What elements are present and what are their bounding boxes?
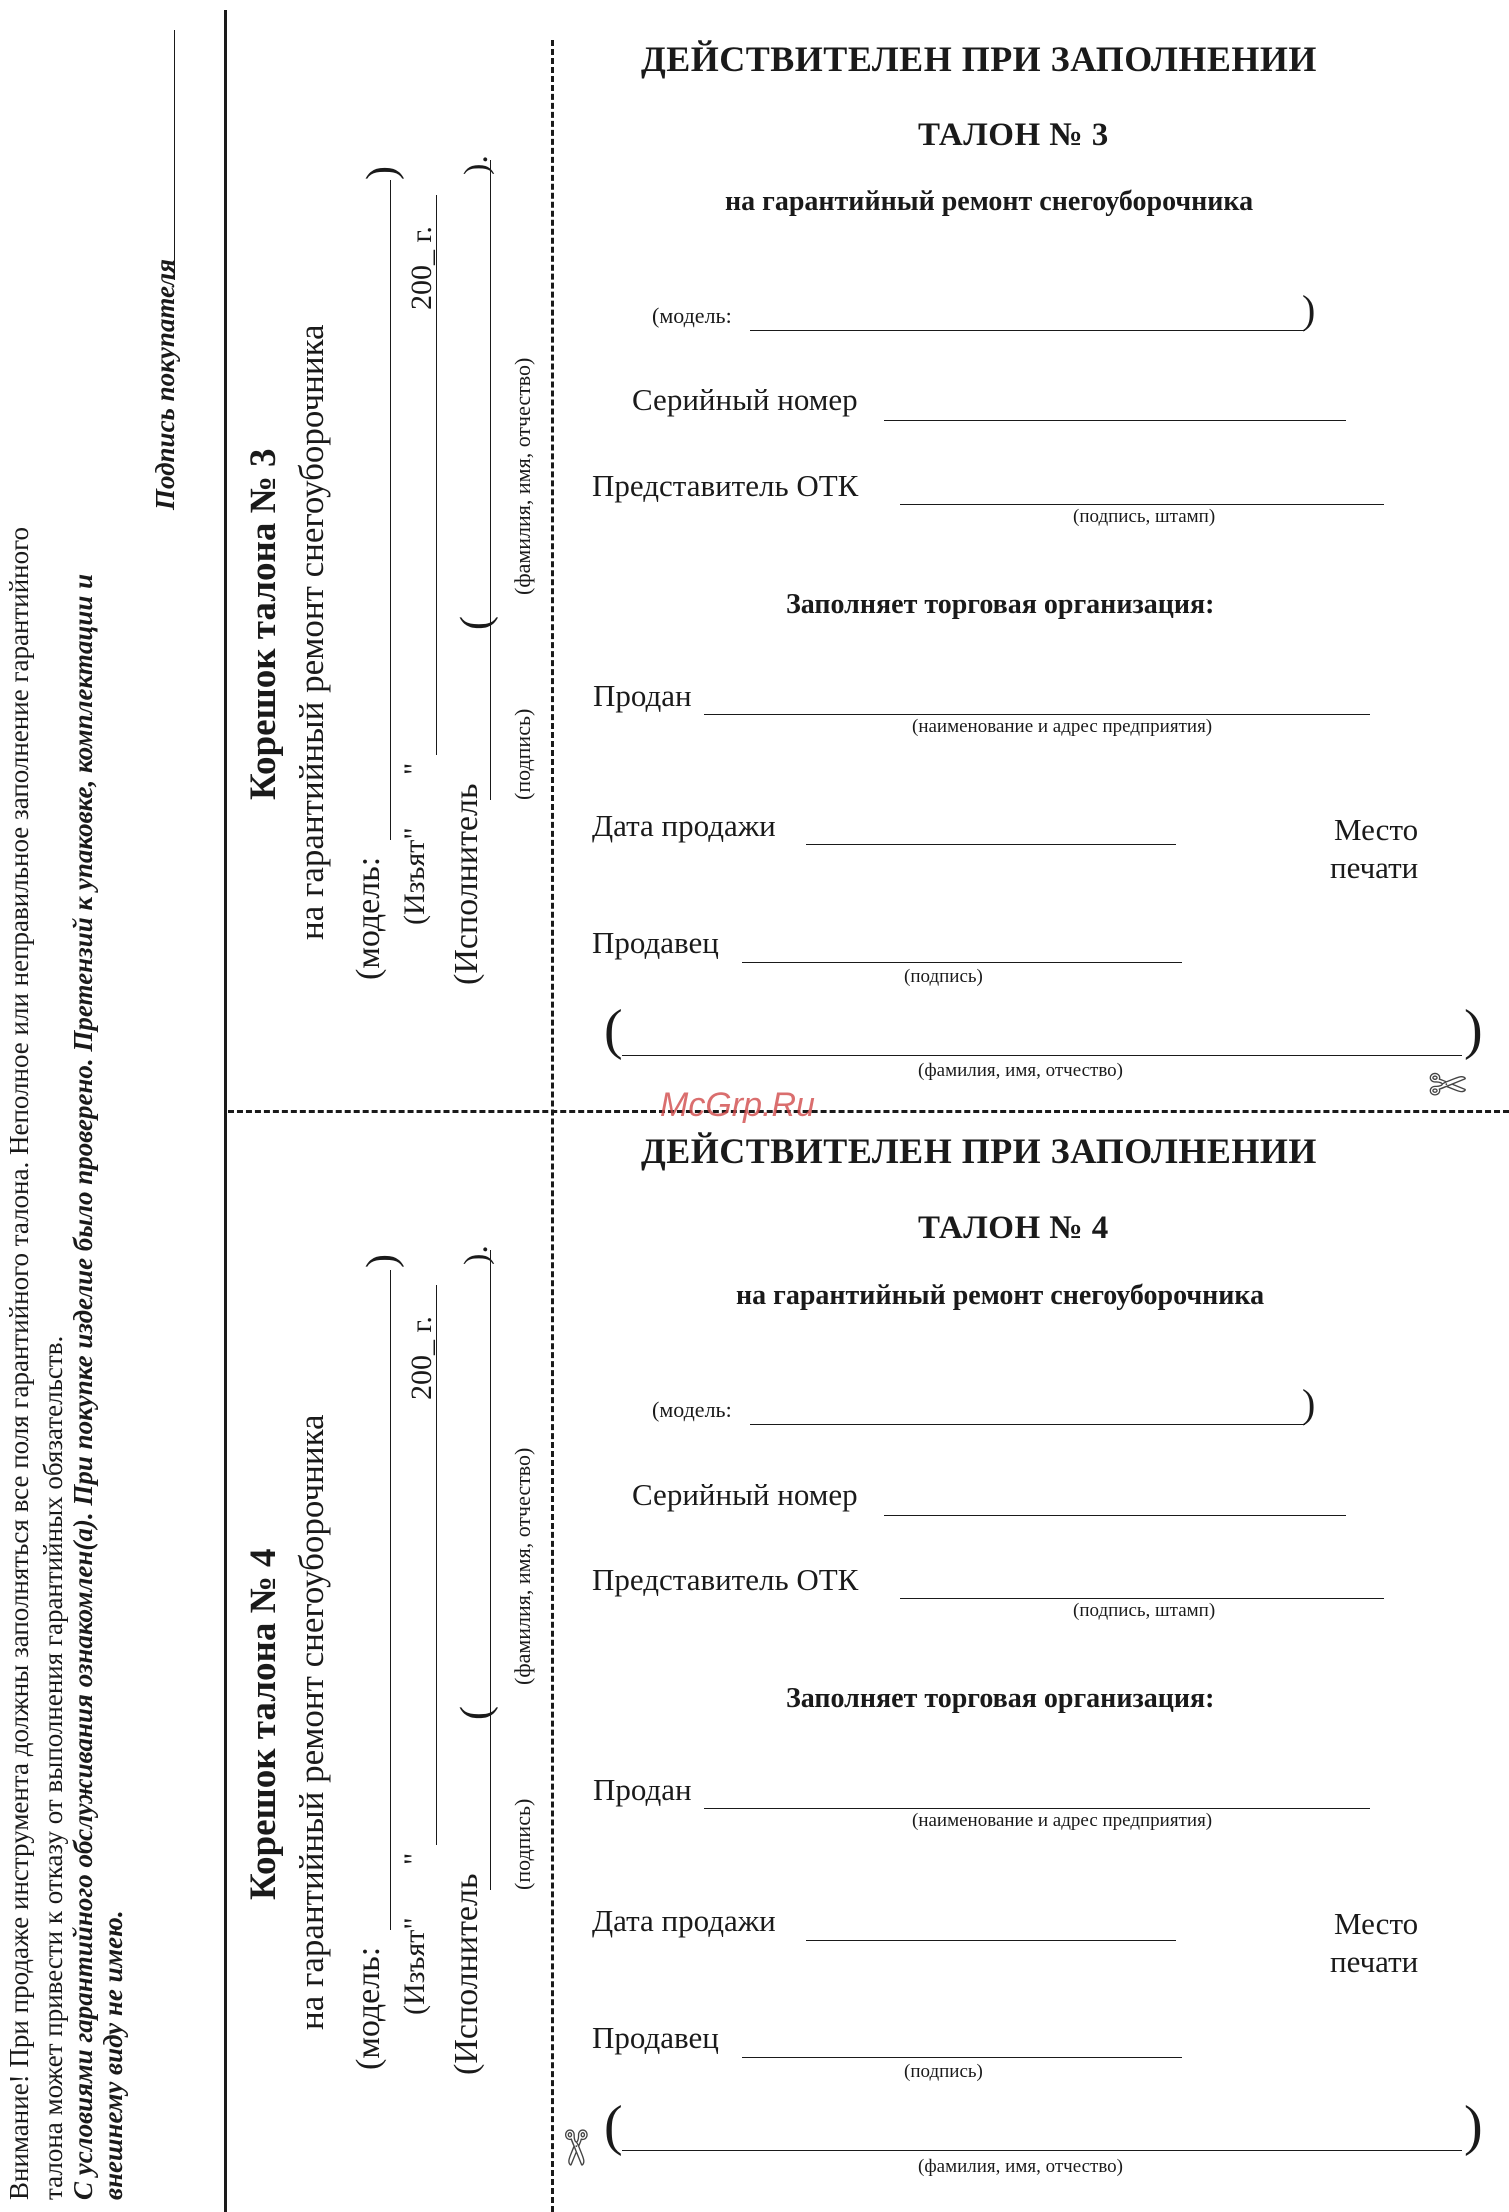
- coupon-4-serial-input[interactable]: [884, 1515, 1346, 1516]
- coupon-4-model-input[interactable]: [750, 1424, 1305, 1425]
- coupon-4-model-close: ): [1302, 1381, 1316, 1426]
- coupon-4-seller-caption: (подпись): [904, 2061, 983, 2082]
- coupon-3-seller-caption: (подпись): [904, 966, 983, 987]
- coupon-4-otk-input[interactable]: [900, 1598, 1384, 1599]
- coupon-3-name-input[interactable]: [622, 1055, 1462, 1056]
- stub-3-title: Корешок талона № 3: [243, 448, 284, 800]
- coupon-3-serial-label: Серийный номер: [632, 382, 858, 417]
- coupon-4-stamp-line1: Место: [1334, 1906, 1419, 1941]
- notice-line-3: С условиями гарантийного обслуживания ознакомлен(а). При покупке изделие было проверено. Претензий к упаковке, комплектации и: [68, 573, 98, 2200]
- cut-line-vertical: [551, 40, 554, 2212]
- stub-4-executor-line: [490, 1250, 491, 1890]
- stub-4-executor-paren: (: [453, 1706, 499, 1720]
- stub-3-name-caption: (фамилия, имя, отчество): [510, 357, 535, 595]
- stub-4-name-caption: (фамилия, имя, отчество): [510, 1447, 535, 1685]
- coupon-3-model-input[interactable]: [750, 330, 1305, 331]
- coupon-3-number: ТАЛОН № 3: [918, 117, 1109, 153]
- notice-line-4: внешнему виду не имею.: [98, 1910, 128, 2200]
- coupon-3-purpose: на гарантийный ремонт снегоуборочника: [725, 186, 1254, 217]
- coupon-3-date-input[interactable]: [806, 844, 1176, 845]
- coupon-3-seller-input[interactable]: [742, 962, 1182, 963]
- coupon-4-org-header: Заполняет торговая организация:: [786, 1683, 1215, 1714]
- notice-line-1: Внимание! При продаже инструмента должны заполняться все поля гарантийного талона. Неполное или неправильное заполнение гарантийного: [4, 527, 34, 2200]
- coupon-3-stamp-line2: печати: [1330, 850, 1419, 885]
- coupon-4-otk-caption: (подпись, штамп): [1073, 1600, 1216, 1621]
- stub-4-title: Корешок талона № 4: [243, 1548, 284, 1900]
- coupon-3-sold-caption: (наименование и адрес предприятия): [912, 716, 1213, 737]
- coupon-3-model-close: ): [1302, 287, 1316, 332]
- coupon-3-otk-caption: (подпись, штамп): [1073, 506, 1216, 527]
- coupon-3-seller-label: Продавец: [592, 925, 719, 960]
- stub-4-executor-label: (Исполнитель: [448, 1873, 485, 2075]
- notice-line-2: талона может привести к отказу от выполнения гарантийных обязательств.: [38, 1335, 68, 2200]
- coupon-3-sold-label: Продан: [593, 678, 692, 713]
- coupon-3-otk-input[interactable]: [900, 504, 1384, 505]
- coupon-4-name-open: (: [604, 2095, 623, 2157]
- stub-3-withdrawn-label: (Изъят": [398, 827, 431, 925]
- stub-4-withdrawn-label: (Изъят": [398, 1917, 431, 2015]
- coupon-4-sold-input[interactable]: [704, 1808, 1370, 1809]
- stub-3-signature-caption: (подпись): [510, 708, 535, 800]
- stub-3-model-close: ): [359, 166, 405, 180]
- coupon-4-name-input[interactable]: [622, 2150, 1462, 2151]
- coupon-4-name-caption: (фамилия, имя, отчество): [918, 2156, 1124, 2177]
- stub-4-year: 200_ г.: [405, 1316, 438, 1400]
- coupon-3-date-label: Дата продажи: [592, 808, 776, 843]
- stub-4-subtitle: на гарантийный ремонт снегоуборочника: [292, 1414, 331, 2030]
- coupon-3-name-open: (: [604, 999, 623, 1061]
- stub-3-executor-paren: (: [453, 616, 499, 630]
- stub-3-model-label: (модель:: [350, 856, 387, 980]
- coupon-3-name-caption: (фамилия, имя, отчество): [918, 1060, 1124, 1081]
- coupon-3-stamp-line1: Место: [1334, 812, 1419, 847]
- coupon-4-seller-label: Продавец: [592, 2020, 719, 2055]
- coupon-4-name-close: ): [1464, 2095, 1483, 2157]
- coupon-4-stamp-line2: печати: [1330, 1944, 1419, 1979]
- coupon-4-otk-label: Представитель ОТК: [592, 1562, 859, 1597]
- stub-3-executor-label: (Исполнитель: [448, 783, 485, 985]
- stub-3-model-line: [390, 180, 391, 840]
- coupon-3-name-close: ): [1464, 999, 1483, 1061]
- stub-3-executor-line: [490, 160, 491, 800]
- coupon-4-number: ТАЛОН № 4: [918, 1210, 1109, 1246]
- stub-3-year: 200_ г.: [405, 226, 438, 310]
- stub-divider: [224, 10, 227, 2212]
- cut-line-horizontal: [228, 1110, 1509, 1113]
- coupon-4-model-label: (модель:: [652, 1397, 732, 1422]
- stub-4-executor-end: ).: [458, 1245, 495, 1265]
- coupon-3-model-label: (модель:: [652, 303, 732, 328]
- buyer-signature-label: Подпись покупателя: [150, 258, 180, 510]
- stub-4-model-label: (модель:: [350, 1946, 387, 2070]
- coupon-3-valid-header: ДЕЙСТВИТЕЛЕН ПРИ ЗАПОЛНЕНИИ: [641, 39, 1317, 79]
- coupon-4-date-label: Дата продажи: [592, 1903, 776, 1938]
- stub-3-withdrawn-quote: ": [398, 762, 431, 775]
- coupon-3-otk-label: Представитель ОТК: [592, 468, 859, 503]
- watermark: McGrp.Ru: [660, 1086, 815, 1124]
- stub-4-withdrawn-quote: ": [398, 1852, 431, 1865]
- coupon-4-date-input[interactable]: [806, 1940, 1176, 1941]
- coupon-3-org-header: Заполняет торговая организация:: [786, 589, 1215, 620]
- coupon-3-serial-input[interactable]: [884, 420, 1346, 421]
- coupon-4-sold-label: Продан: [593, 1772, 692, 1807]
- scissors-icon: ✄: [1428, 1060, 1467, 1111]
- coupon-4-purpose: на гарантийный ремонт снегоуборочника: [736, 1280, 1265, 1311]
- stub-3-subtitle: на гарантийный ремонт снегоуборочника: [292, 324, 331, 940]
- coupon-3-sold-input[interactable]: [704, 714, 1370, 715]
- scissors-icon: ✄: [549, 2127, 601, 2167]
- stub-4-model-line: [390, 1270, 391, 1930]
- coupon-4-sold-caption: (наименование и адрес предприятия): [912, 1810, 1213, 1831]
- coupon-4-seller-input[interactable]: [742, 2057, 1182, 2058]
- stub-4-model-close: ): [359, 1254, 405, 1268]
- coupon-4-serial-label: Серийный номер: [632, 1477, 858, 1512]
- stub-4-signature-caption: (подпись): [510, 1798, 535, 1890]
- buyer-signature-line: [174, 30, 175, 280]
- stub-3-executor-end: ).: [458, 155, 495, 175]
- coupon-4-valid-header: ДЕЙСТВИТЕЛЕН ПРИ ЗАПОЛНЕНИИ: [641, 1131, 1317, 1171]
